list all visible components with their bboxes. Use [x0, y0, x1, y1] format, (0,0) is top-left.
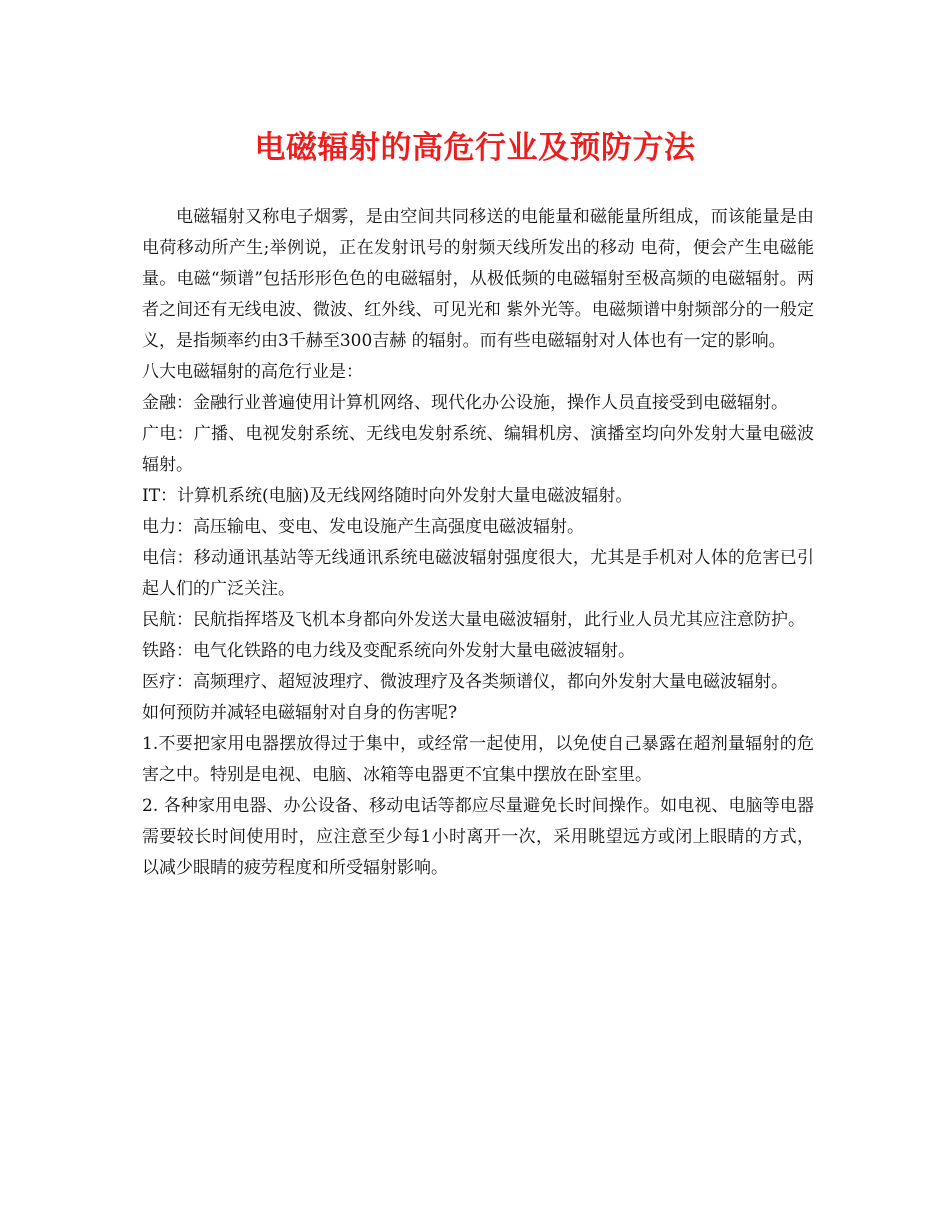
- industry-it: IT：计算机系统(电脑)及无线网络随时向外发射大量电磁波辐射。: [142, 486, 633, 506]
- industry-railway: 铁路：电气化铁路的电力线及变配系统向外发射大量电磁波辐射。: [142, 641, 635, 661]
- industry-broadcast: 广电：广播、电视发射系统、无线电发射系统、编辑机房、演播室均向外发射大量电磁波辐射。: [142, 424, 814, 475]
- industry-aviation: 民航：民航指挥塔及飞机本身都向外发送大量电磁波辐射，此行业人员尤其应注意防护。: [142, 610, 805, 630]
- intro-paragraph: 电磁辐射又称电子烟雾，是由空间共同移送的电能量和磁能量所组成，而该能量是由电荷移动所产生;举例说，正在发射讯号的射频天线所发出的移动 电荷，便会产生电磁能量。电磁“频谱”包括形形色色的电磁辐射，从极低频的电磁辐射至极高频的电磁辐射。两者之间还有无线电波、微波、红外线、可见光和 紫外光等。电磁频谱中射频部分的一般定义，是指频率约由3千赫至300吉赫 的辐射。而有些电磁辐射对人体也有一定的影响。: [142, 207, 814, 351]
- industry-telecom: 电信：移动通讯基站等无线通讯系统电磁波辐射强度很大，尤其是手机对人体的危害已引起人们的广泛关注。: [142, 548, 814, 599]
- industry-finance: 金融：金融行业普遍使用计算机网络、现代化办公设施，操作人员直接受到电磁辐射。: [142, 393, 788, 413]
- prevention-question: 如何预防并减轻电磁辐射对自身的伤害呢?: [142, 703, 458, 723]
- industry-medical: 医疗：高频理疗、超短波理疗、微波理疗及各类频谱仪，都向外发射大量电磁波辐射。: [142, 672, 788, 692]
- document-body: [142, 202, 814, 884]
- industry-power: 电力：高压输电、变电、发电设施产生高强度电磁波辐射。: [142, 517, 584, 537]
- prevention-tip-2: 2. 各种家用电器、办公设备、移动电话等都应尽量避免长时间操作。如电视、电脑等电器需要较长时间使用时，应注意至少每1小时离开一次，采用眺望远方或闭上眼睛的方式，以减少眼睛的疲劳程度和所受辐射影响。: [142, 796, 814, 878]
- document-title: 电磁辐射的高危行业及预防方法: [254, 130, 696, 166]
- industries-heading: 八大电磁辐射的高危行业是：: [142, 362, 363, 382]
- prevention-tip-1: 1.不要把家用电器摆放得过于集中，或经常一起使用，以免使自己暴露在超剂量辐射的危害之中。特别是电视、电脑、冰箱等电器更不宜集中摆放在卧室里。: [142, 734, 814, 785]
